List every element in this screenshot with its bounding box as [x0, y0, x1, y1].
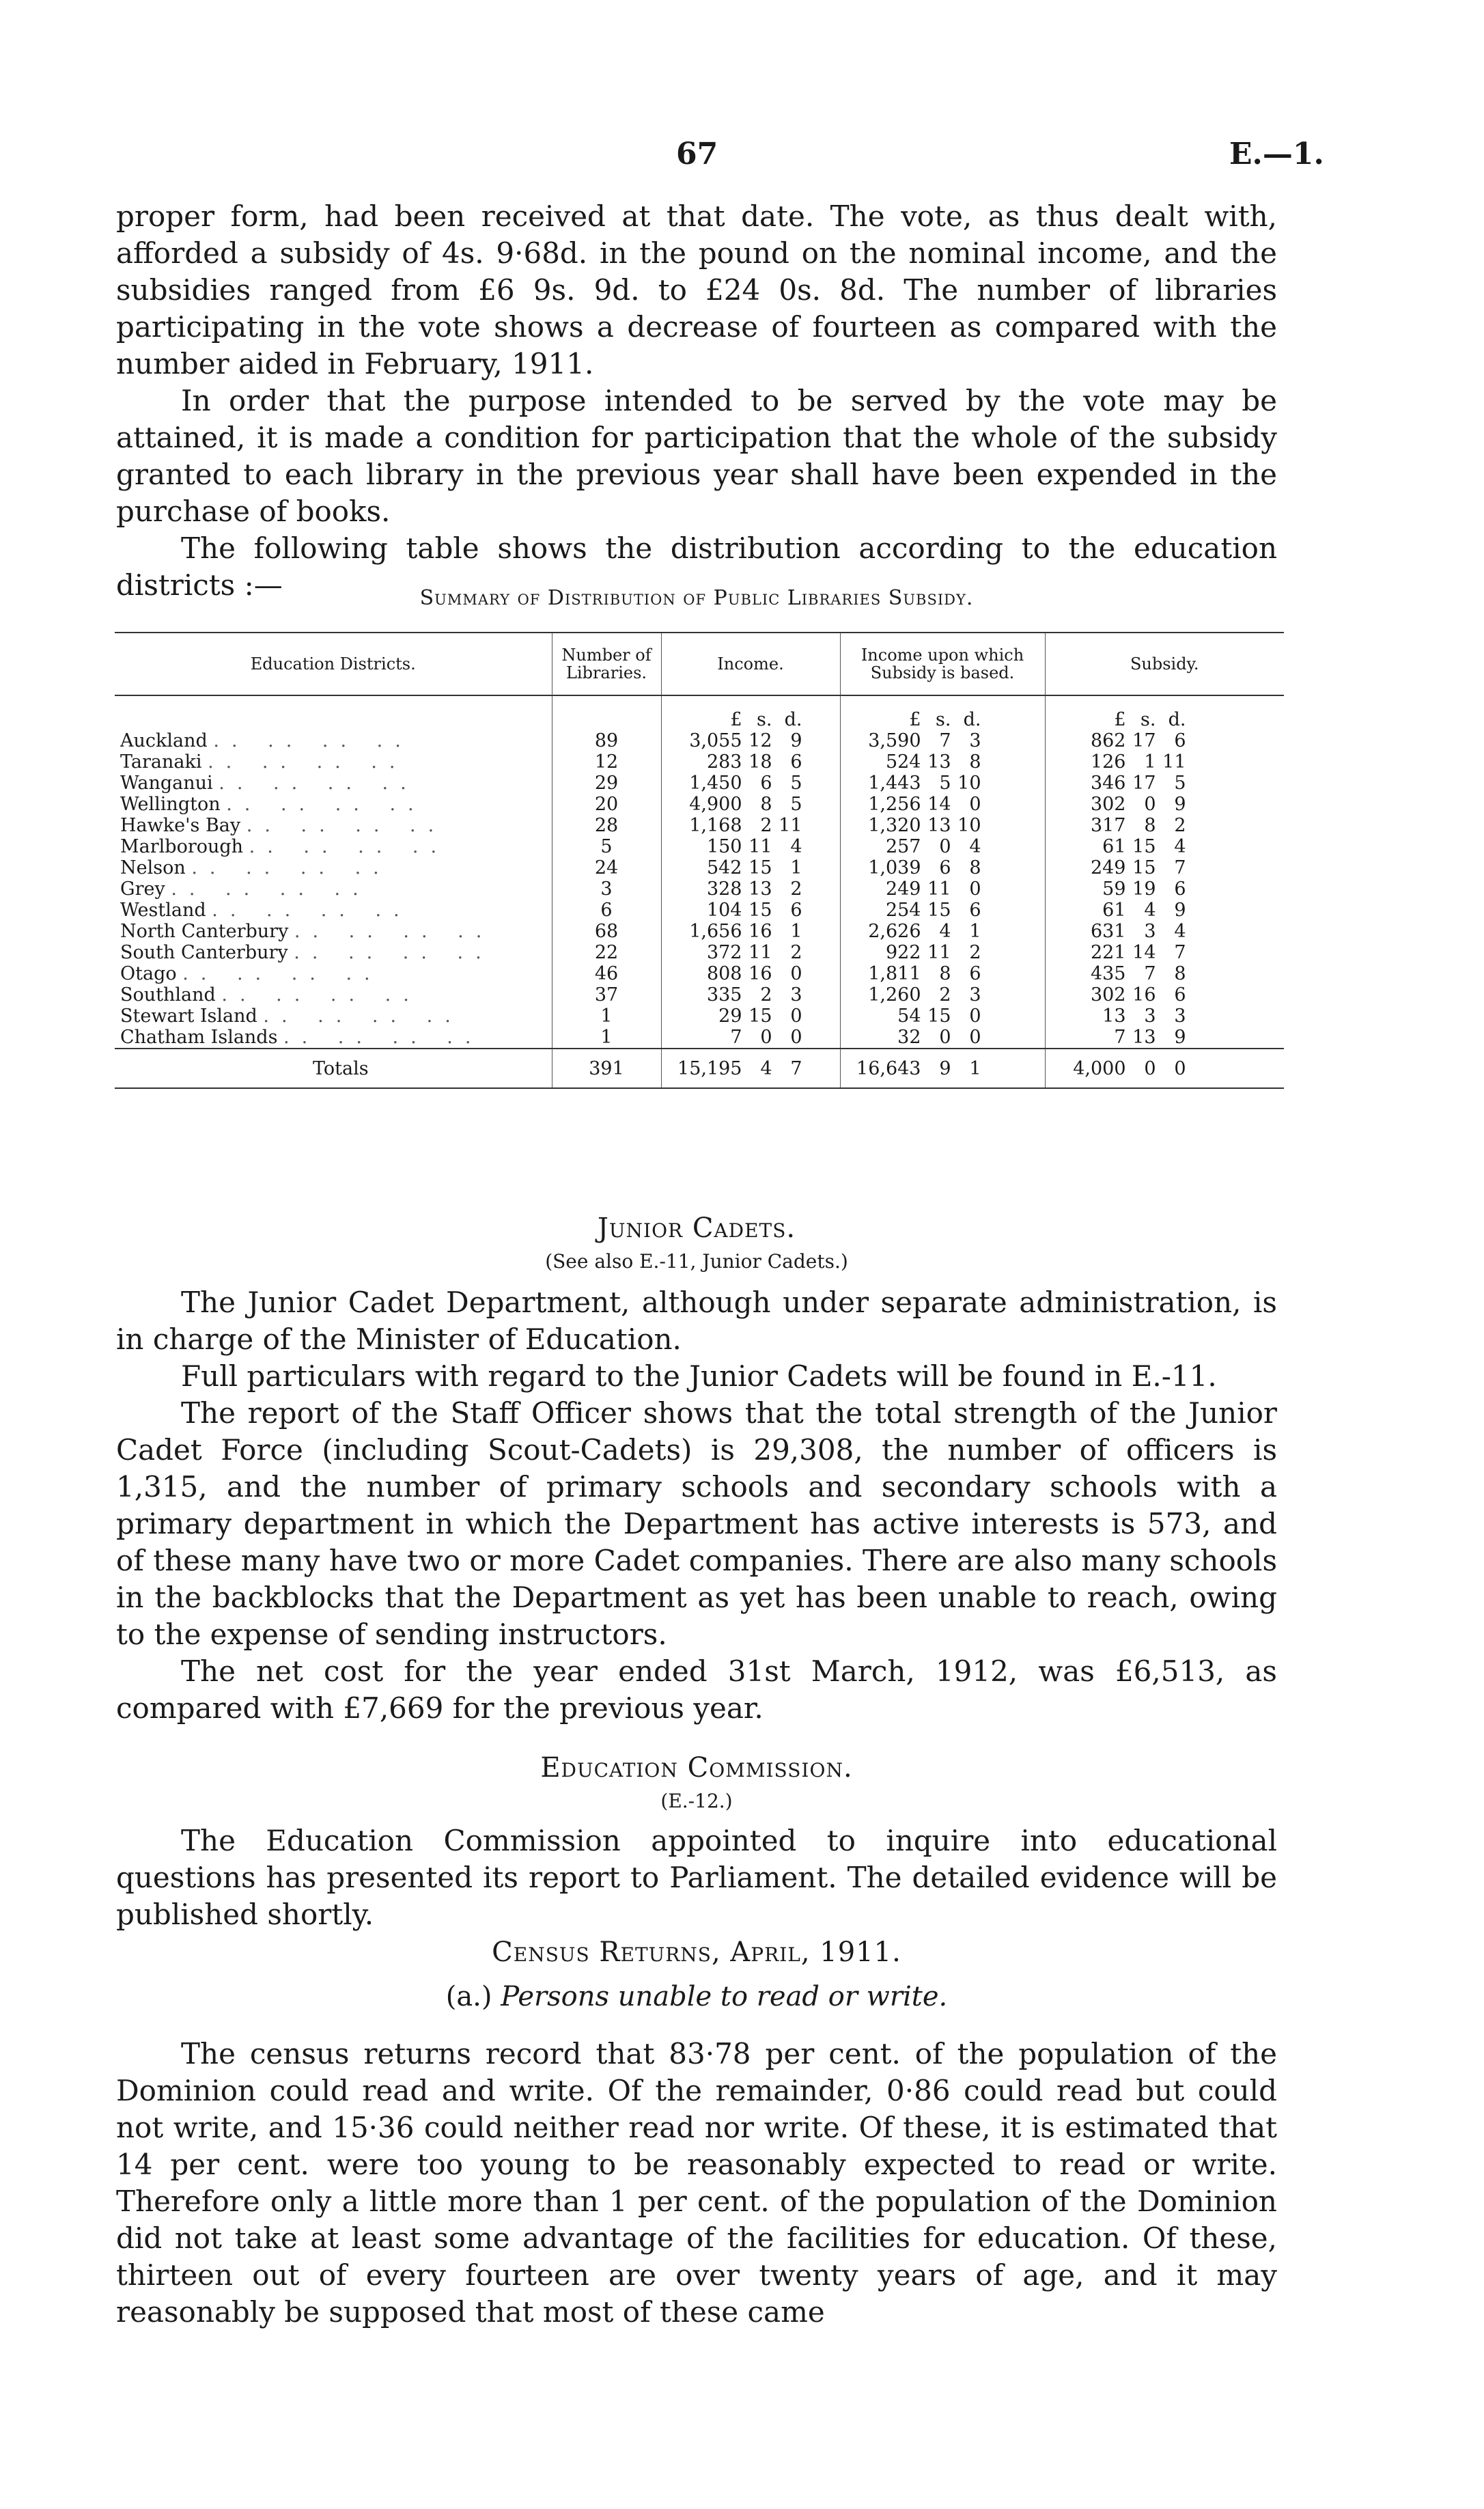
- income-cell: 1,450 6 5: [661, 773, 840, 794]
- units-row: [115, 695, 1284, 730]
- table-header-row: [115, 633, 1284, 695]
- based-cell: 1,260 2 3: [840, 984, 1045, 1006]
- totals-income: 15,195 4 7: [661, 1049, 840, 1088]
- based-cell: 922 11 2: [840, 942, 1045, 963]
- based-cell: 254 15 6: [840, 900, 1045, 921]
- header-income: Income.: [661, 633, 840, 695]
- libraries-cell: 22: [552, 942, 661, 963]
- income-cell: 7 0 0: [661, 1027, 840, 1049]
- district-cell: Marlborough .. .. .. ..: [120, 836, 449, 857]
- district-cell: Nelson .. .. .. ..: [120, 857, 391, 878]
- based-cell: 1,443 5 10: [840, 773, 1045, 794]
- libraries-cell: 29: [552, 773, 661, 794]
- income-cell: 4,900 8 5: [661, 794, 840, 815]
- intro-text: [116, 198, 1277, 604]
- district-cell: Westland .. .. .. ..: [120, 900, 412, 921]
- units-based: £ s. d.: [840, 695, 1045, 730]
- page-number: 67: [676, 137, 718, 171]
- census-heading: Census Returns, April, 1911.: [492, 1937, 901, 1968]
- education-commission-text: [116, 1822, 1277, 1933]
- based-cell: 54 15 0: [840, 1006, 1045, 1027]
- cadets-paragraph: The net cost for the year ended 31st March, 1912, was £6,513, as compared with £7,669 for the previous year.: [116, 1654, 1277, 1725]
- intro-paragraph: proper form, had been received at that date. The vote, as thus dealt with, afforded a subsidy of 4s. 9·68d. in the pound on the nominal income, and the subsidies ranged from £6 9s. 9d. to £24 0s. 8d. The number of libraries participating in the vote shows a decrease of fourteen as compared with the number aided in February, 1911.: [116, 199, 1277, 380]
- income-cell: 808 16 0: [661, 963, 840, 984]
- junior-cadets-heading: Junior Cadets.: [597, 1212, 796, 1244]
- district-cell: Chatham Islands .. .. .. ..: [120, 1027, 484, 1048]
- libraries-cell: 89: [552, 730, 661, 751]
- libraries-cell: 46: [552, 963, 661, 984]
- totals-subsidy: 4,000 0 0: [1045, 1049, 1284, 1088]
- header-based: Income upon which Subsidy is based.: [840, 633, 1045, 695]
- district-cell: Taranaki .. .. .. ..: [120, 751, 408, 773]
- district-cell: Southland .. .. .. ..: [120, 984, 421, 1006]
- subsidy-cell: 435 7 8: [1045, 963, 1284, 984]
- table-row: [115, 794, 1284, 815]
- junior-cadets-text: [116, 1284, 1277, 1727]
- subsidy-cell: 13 3 3: [1045, 1006, 1284, 1027]
- document-reference: E.—1.: [1229, 137, 1324, 171]
- based-cell: 257 0 4: [840, 836, 1045, 857]
- table-row: [115, 963, 1284, 984]
- intro-paragraph: The following table shows the distribution according to the education districts :—: [116, 531, 1277, 602]
- census-subheading: [116, 1981, 1277, 2012]
- income-cell: 104 15 6: [661, 900, 840, 921]
- table-row: [115, 730, 1284, 751]
- subsidy-cell: 126 1 11: [1045, 751, 1284, 773]
- subsidy-cell: 7 13 9: [1045, 1027, 1284, 1049]
- income-cell: 335 2 3: [661, 984, 840, 1006]
- units-subsidy: £ s. d.: [1045, 695, 1284, 730]
- subsidy-cell: 302 0 9: [1045, 794, 1284, 815]
- district-cell: North Canterbury .. .. .. ..: [120, 921, 494, 942]
- income-cell: 283 18 6: [661, 751, 840, 773]
- table-row: [115, 878, 1284, 900]
- cadets-paragraph: The report of the Staff Officer shows that the total strength of the Junior Cadet Force (including Scout-Cadets) is 29,308, the number of officers is 1,315, and the number of primary schools and secondary schools with a primary department in which the Department has active interests is 573, and of these many have two or more Cadet companies. There are also many schools in the backblocks that the Department as yet has been unable to reach, owing to the expense of sending instructors.: [116, 1396, 1277, 1651]
- header-district: Education Districts.: [115, 633, 552, 695]
- table-row: [115, 1006, 1284, 1027]
- subsidy-table: [115, 632, 1284, 1089]
- census-sub-prefix: (a.): [445, 1981, 492, 2012]
- based-cell: 249 11 0: [840, 878, 1045, 900]
- district-cell: Hawke's Bay .. .. .. ..: [120, 815, 447, 836]
- income-cell: 542 15 1: [661, 857, 840, 878]
- subsidy-cell: 221 14 7: [1045, 942, 1284, 963]
- district-cell: Otago .. .. .. ..: [120, 963, 382, 984]
- table-row: [115, 751, 1284, 773]
- table-row: [115, 773, 1284, 794]
- header-subsidy: Subsidy.: [1045, 633, 1284, 695]
- libraries-cell: 6: [552, 900, 661, 921]
- libraries-cell: 20: [552, 794, 661, 815]
- income-cell: 3,055 12 9: [661, 730, 840, 751]
- table-title: Summary of Distribution of Public Libraries Subsidy.: [419, 586, 974, 610]
- education-commission-subheading: (E.-12.): [660, 1790, 733, 1812]
- table-row: [115, 815, 1284, 836]
- table-row: [115, 984, 1284, 1006]
- table-row: [115, 857, 1284, 878]
- units-income: £ s. d.: [661, 695, 840, 730]
- income-cell: 29 15 0: [661, 1006, 840, 1027]
- district-cell: Wellington .. .. .. ..: [120, 794, 426, 815]
- commission-paragraph: The Education Commission appointed to inquire into educational questions has presented its report to Parliament. The detailed evidence will be published shortly.: [116, 1824, 1277, 1931]
- subsidy-cell: 862 17 6: [1045, 730, 1284, 751]
- census-paragraph: The census returns record that 83·78 per cent. of the population of the Dominion could read and write. Of the remainder, 0·86 could read but could not write, and 15·36 could neither read nor write. Of these, it is estimated that 14 per cent. were too young to be reasonably expected to read or write. Therefore only a little more than 1 per cent. of the population of the Dominion did not take at least some advantage of the facilities for education. Of these, thirteen out of every fourteen are over twenty years of age, and it may reasonably be supposed that most of these came: [116, 2037, 1277, 2329]
- subsidy-cell: 631 3 4: [1045, 921, 1284, 942]
- libraries-cell: 68: [552, 921, 661, 942]
- subsidy-cell: 61 15 4: [1045, 836, 1284, 857]
- libraries-cell: 5: [552, 836, 661, 857]
- table-row: [115, 921, 1284, 942]
- libraries-cell: 1: [552, 1027, 661, 1049]
- libraries-cell: 37: [552, 984, 661, 1006]
- based-cell: 1,039 6 8: [840, 857, 1045, 878]
- district-cell: Wanganui .. .. .. ..: [120, 773, 419, 794]
- census-sub-title: Persons unable to read or write.: [501, 1981, 948, 2012]
- totals-row: [115, 1049, 1284, 1088]
- subsidy-cell: 346 17 5: [1045, 773, 1284, 794]
- subsidy-cell: 317 8 2: [1045, 815, 1284, 836]
- income-cell: 372 11 2: [661, 942, 840, 963]
- subsidy-cell: 249 15 7: [1045, 857, 1284, 878]
- header-libraries: Number of Libraries.: [552, 633, 661, 695]
- libraries-cell: 1: [552, 1006, 661, 1027]
- totals-based: 16,643 9 1: [840, 1049, 1045, 1088]
- district-cell: Stewart Island .. .. .. ..: [120, 1006, 463, 1027]
- based-cell: 32 0 0: [840, 1027, 1045, 1049]
- district-cell: Grey .. .. .. ..: [120, 878, 371, 900]
- district-cell: Auckland .. .. .. ..: [120, 730, 413, 751]
- libraries-cell: 24: [552, 857, 661, 878]
- based-cell: 3,590 7 3: [840, 730, 1045, 751]
- table-row: [115, 1027, 1284, 1049]
- based-cell: 2,626 4 1: [840, 921, 1045, 942]
- cadets-paragraph: Full particulars with regard to the Junior Cadets will be found in E.-11.: [181, 1359, 1217, 1393]
- income-cell: 1,168 2 11: [661, 815, 840, 836]
- based-cell: 1,256 14 0: [840, 794, 1045, 815]
- libraries-cell: 12: [552, 751, 661, 773]
- subsidy-cell: 302 16 6: [1045, 984, 1284, 1006]
- income-cell: 1,656 16 1: [661, 921, 840, 942]
- totals-label: Totals: [115, 1049, 552, 1088]
- table-row: [115, 942, 1284, 963]
- libraries-cell: 3: [552, 878, 661, 900]
- subsidy-cell: 61 4 9: [1045, 900, 1284, 921]
- libraries-cell: 28: [552, 815, 661, 836]
- cadets-paragraph: The Junior Cadet Department, although under separate administration, is in charge of the Minister of Education.: [116, 1286, 1277, 1356]
- based-cell: 1,320 13 10: [840, 815, 1045, 836]
- district-cell: South Canterbury .. .. .. ..: [120, 942, 494, 963]
- census-text: [116, 2036, 1277, 2331]
- based-cell: 1,811 8 6: [840, 963, 1045, 984]
- subsidy-cell: 59 19 6: [1045, 878, 1284, 900]
- education-commission-heading: Education Commission.: [540, 1752, 853, 1784]
- table-row: [115, 900, 1284, 921]
- junior-cadets-subheading: (See also E.-11, Junior Cadets.): [545, 1250, 848, 1273]
- totals-libraries: 391: [552, 1049, 661, 1088]
- based-cell: 524 13 8: [840, 751, 1045, 773]
- income-cell: 328 13 2: [661, 878, 840, 900]
- income-cell: 150 11 4: [661, 836, 840, 857]
- table-row: [115, 836, 1284, 857]
- intro-paragraph: In order that the purpose intended to be served by the vote may be attained, it is made a condition for participation that the whole of the subsidy granted to each library in the previous year shall have been expended in the purchase of books.: [116, 384, 1277, 528]
